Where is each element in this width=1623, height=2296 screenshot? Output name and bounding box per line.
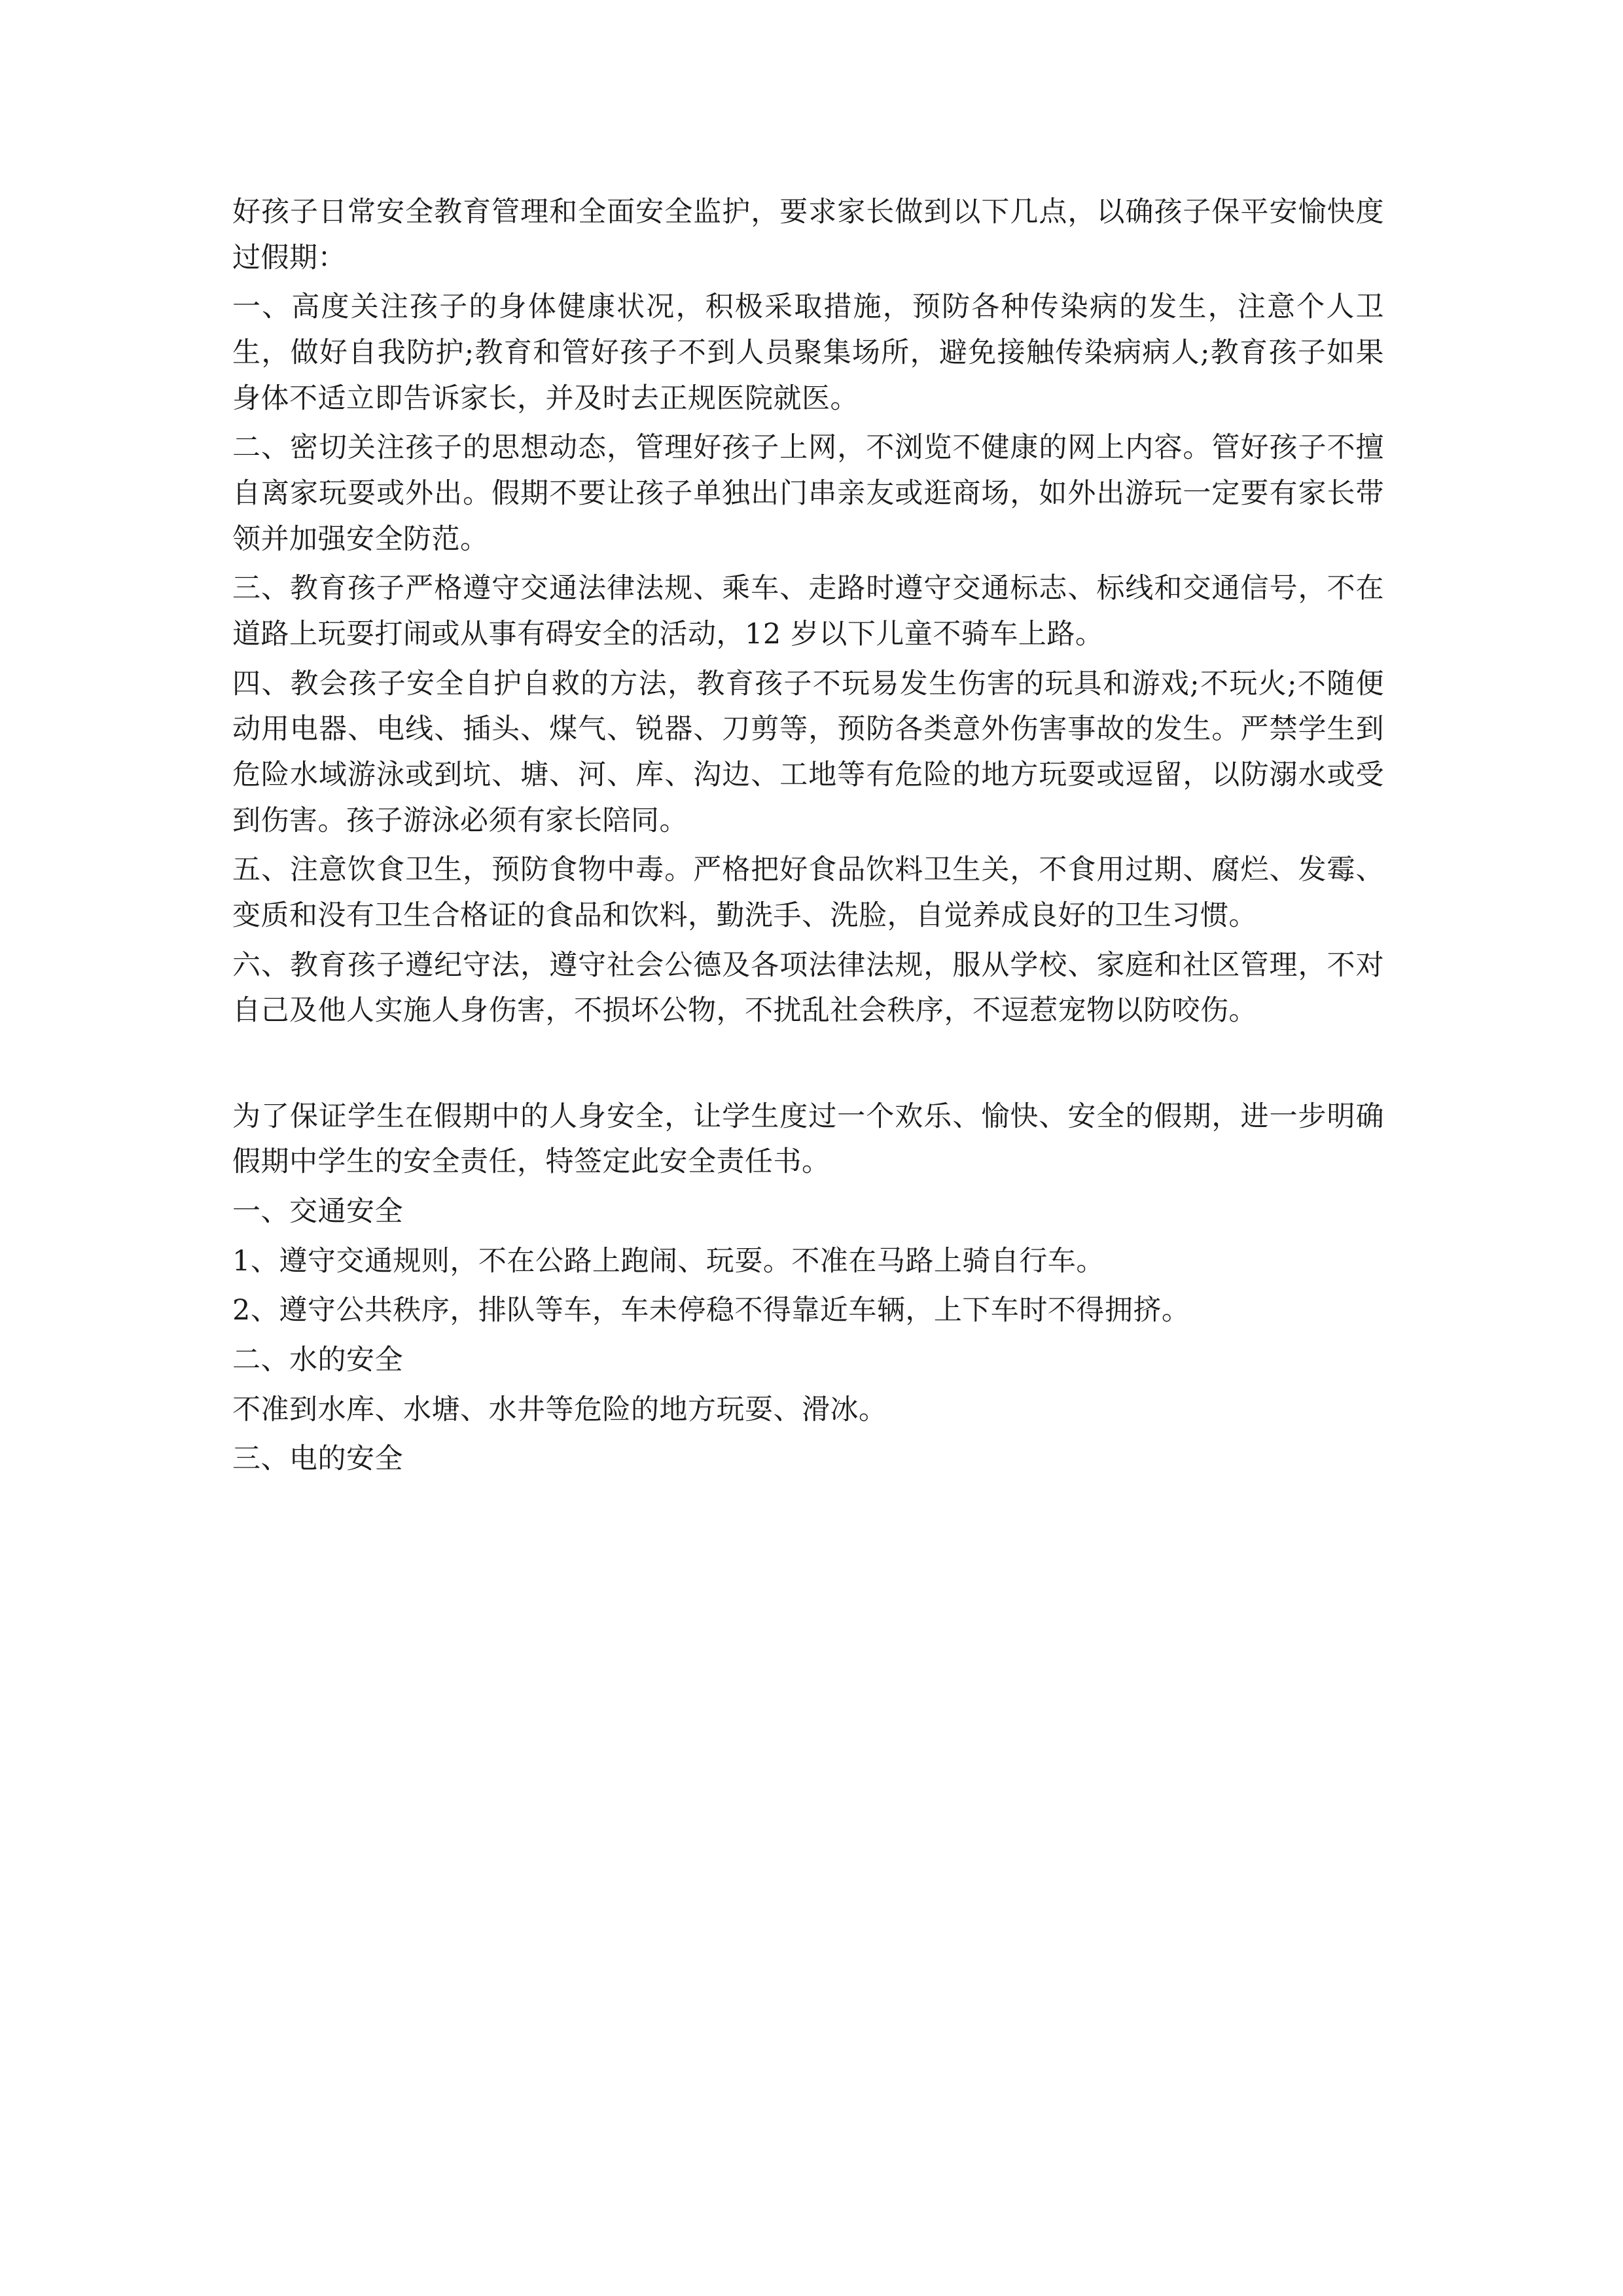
paragraph-item-1: 一、高度关注孩子的身体健康状况，积极采取措施，预防各种传染病的发生，注意个人卫生，做好自我防护;教育和管好孩子不到人员聚集场所，避免接触传染病病人;教育孩子如果身体不适立即告诉家长，并及时去正规医院就医。 [232,291,1384,415]
heading-water-safety: 二、水的安全 [232,1344,403,1377]
document-body [232,190,1384,1486]
paragraph-item-6: 六、教育孩子遵纪守法，遵守社会公德及各项法律法规，服从学校、家庭和社区管理，不对自己及他人实施人身伤害，不损坏公物，不扰乱社会秩序，不逗惹宠物以防咬伤。 [232,948,1384,1028]
paragraph-rule-2-1: 不准到水库、水塘、水井等危险的地方玩耍、滑冰。 [232,1393,887,1426]
paragraph-intro: 好孩子日常安全教育管理和全面安全监护，要求家长做到以下几点，以确孩子保平安愉快度过假期： [232,196,1384,274]
paragraph-item-5: 五、注意饮食卫生，预防食物中毒。严格把好食品饮料卫生关，不食用过期、腐烂、发霉、变质和没有卫生合格证的食品和饮料，勤洗手、洗脸，自觉养成良好的卫生习惯。 [232,853,1384,932]
heading-traffic-safety: 一、交通安全 [232,1195,403,1229]
paragraph-rule-1-1: 1、遵守交通规则，不在公路上跑闹、玩耍。不准在马路上骑自行车。 [232,1244,1105,1278]
section-divider [232,1038,1384,1094]
paragraph-item-3: 三、教育孩子严格遵守交通法律法规、乘车、走路时遵守交通标志、标线和交通信号，不在道路上玩耍打闹或从事有碍安全的活动，12 岁以下儿童不骑车上路。 [232,572,1384,651]
paragraph-intro-2: 为了保证学生在假期中的人身安全，让学生度过一个欢乐、愉快、安全的假期，进一步明确假期中学生的安全责任，特签定此安全责任书。 [232,1100,1384,1179]
paragraph-item-2: 二、密切关注孩子的思想动态，管理好孩子上网，不浏览不健康的网上内容。管好孩子不擅自离家玩耍或外出。假期不要让孩子单独出门串亲友或逛商场，如外出游玩一定要有家长带领并加强安全防范。 [232,431,1384,556]
paragraph-rule-1-2: 2、遵守公共秩序，排队等车，车未停稳不得靠近车辆，上下车时不得拥挤。 [232,1294,1190,1327]
paragraph-item-4: 四、教会孩子安全自护自救的方法，教育孩子不玩易发生伤害的玩具和游戏;不玩火;不随便动用电器、电线、插头、煤气、锐器、刀剪等，预防各类意外伤害事故的发生。严禁学生到危险水域游泳或到坑、塘、河、库、沟边、工地等有危险的地方玩耍或逗留，以防溺水或受到伤害。孩子游泳必须有家长陪同。 [232,667,1384,837]
heading-electricity-safety: 三、电的安全 [232,1443,403,1476]
